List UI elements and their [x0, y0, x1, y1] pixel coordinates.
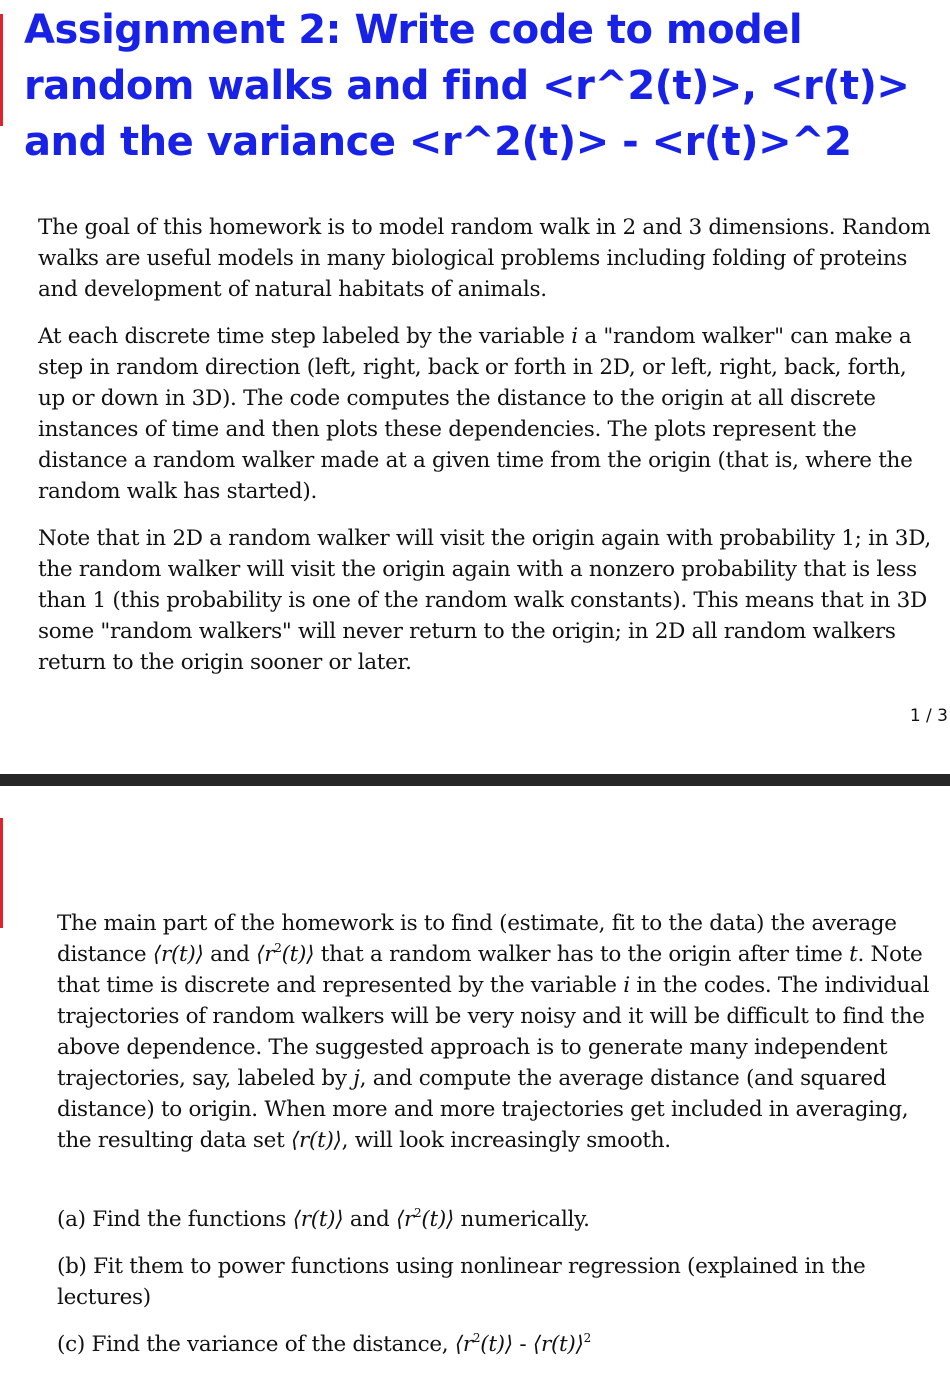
item-a — [57, 1204, 937, 1235]
square-exp: 2 — [414, 1206, 422, 1220]
origin-return-paragraph: Note that in 2D a random walker will visit the origin again with probability 1; in 3D, the random walker will visit the origin again with a nonzero probability that is less than 1 (this probability is one of the random walk constants). This means that in 3D some "random walkers" will never return to the origin; in 2D all random walkers return to the origin sooner or later. — [38, 526, 931, 675]
r2-open: ⟨r — [454, 1332, 473, 1357]
square-exp: 2 — [472, 1331, 481, 1345]
square-exp: 2 — [274, 941, 282, 955]
item-c — [57, 1329, 937, 1360]
accent-bar-page2 — [0, 818, 3, 928]
text: and — [203, 942, 257, 967]
var-j: j — [353, 1066, 360, 1091]
text: and — [343, 1207, 396, 1232]
text: numerically. — [454, 1207, 590, 1232]
text: The main part of the homework is to find (estimate, fit to the data) the average distance — [57, 911, 897, 967]
intro-paragraph: The goal of this homework is to model random walk in 2 and 3 dimensions. Random walks are useful models in many biological problems including folding of proteins and development of natural habitats of animals. — [38, 215, 931, 302]
var-i: i — [623, 973, 630, 998]
text: - — [512, 1332, 533, 1357]
r2-open: ⟨r — [256, 942, 275, 967]
text: that a random walker has to the origin after time — [314, 942, 850, 967]
r-mean: ⟨r(t)⟩ — [292, 1207, 344, 1232]
r-mean: ⟨r(t)⟩ — [290, 1128, 342, 1153]
r2-close: (t)⟩ — [480, 1332, 513, 1357]
text: , will look increasingly smooth. — [341, 1128, 671, 1153]
r2-open: ⟨r — [395, 1207, 415, 1232]
text: , and compute the average distance (and squared distance) to origin. When more and more trajectories get included in averaging, the resulting data set — [57, 1066, 909, 1153]
var-t: t — [849, 942, 858, 967]
item-b: (b) Fit them to power functions using nonlinear regression (explained in the lectures) — [57, 1254, 866, 1310]
text: a "random walker" can make a step in random direction (left, right, back or forth in 2D, or left, right, back, forth, up or down in 3D). The code computes the distance to the origin at all discrete instances of time and then plots these dependencies. The plots represent the distance a random walker made at a given time from the origin (that is, where the random walk has started). — [38, 324, 913, 504]
text: At each discrete time step labeled by the variable — [38, 324, 572, 349]
text: . Note that time is discrete and represented by the variable — [57, 942, 923, 998]
var-i: i — [571, 324, 578, 349]
r2-close: (t)⟩ — [281, 942, 315, 967]
text: (c) Find the variance of the distance, — [57, 1332, 455, 1357]
page-divider — [0, 774, 950, 786]
time-step-paragraph — [38, 321, 938, 507]
page-number: 1 / 3 — [909, 706, 948, 726]
page-title: Assignment 2: Write code to model random walks and find <r^2(t)>, <r(t)> and the variance <r^2(t)> - <r(t)>^2 — [24, 7, 910, 165]
r2-close: (t)⟩ — [421, 1207, 454, 1232]
square-exp: 2 — [583, 1331, 591, 1345]
r-mean: ⟨r(t)⟩ — [152, 942, 204, 967]
accent-bar-page1 — [0, 14, 3, 126]
text: in the codes. The individual trajectories of random walkers will be very noisy and it will be difficult to find the above dependence. The suggested approach is to generate many independent trajectories, say, labeled by — [57, 973, 930, 1091]
main-task-paragraph — [57, 908, 937, 1156]
text: (a) Find the functions — [57, 1207, 293, 1232]
r-mean: ⟨r(t)⟩ — [532, 1332, 584, 1357]
